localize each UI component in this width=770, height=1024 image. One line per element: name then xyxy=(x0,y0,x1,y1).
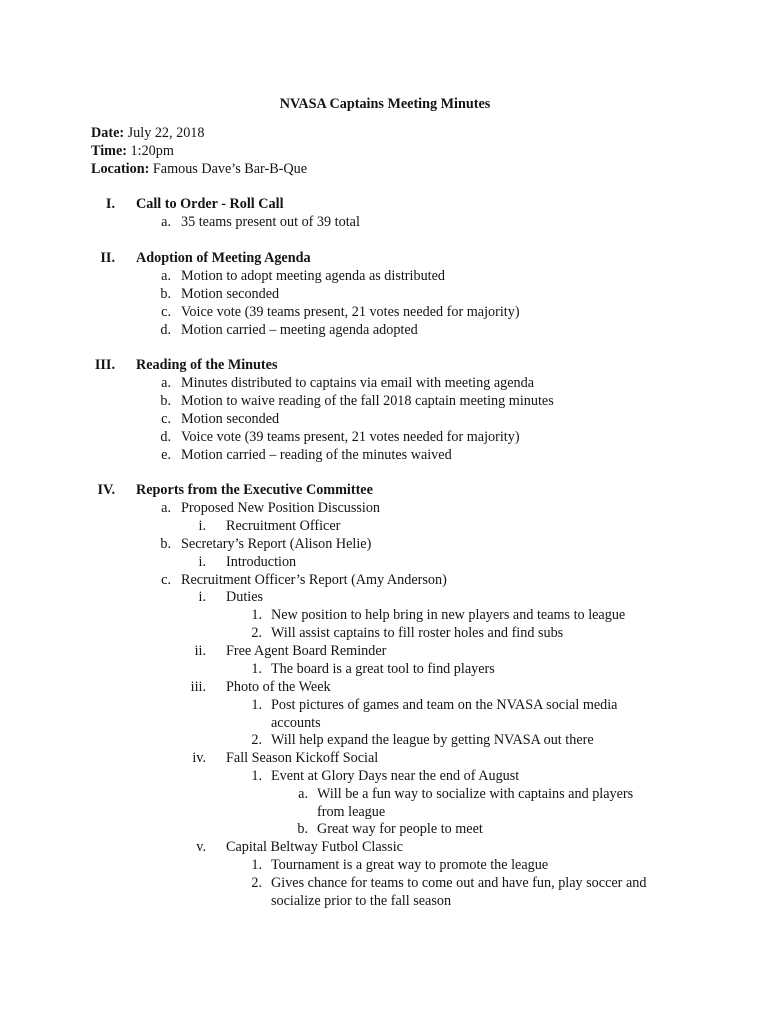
list-marker: e. xyxy=(161,447,171,463)
list-text: Capital Beltway Futbol Classic xyxy=(226,839,403,855)
list-marker: 1. xyxy=(251,768,262,784)
list-text: Proposed New Position Discussion xyxy=(181,500,381,516)
list-text: Motion to adopt meeting agenda as distributed xyxy=(181,268,445,284)
section-title: Call to Order - Roll Call xyxy=(136,196,284,212)
document-title: NVASA Captains Meeting Minutes xyxy=(279,96,491,112)
time-value: 1:20pm xyxy=(127,143,174,159)
list-marker: b. xyxy=(160,393,171,409)
list-marker: 1. xyxy=(251,607,262,623)
list-marker: v. xyxy=(196,839,206,855)
list-marker: 1. xyxy=(251,661,262,677)
list-marker: 1. xyxy=(251,697,262,713)
list-text: Motion to waive reading of the fall 2018 captain meeting minutes xyxy=(181,393,554,409)
list-marker: ii. xyxy=(194,643,206,659)
list-text: Introduction xyxy=(226,554,297,570)
list-text: Will assist captains to fill roster holes and find subs xyxy=(271,625,564,641)
list-text: Recruitment Officer’s Report (Amy Anderson) xyxy=(181,572,447,588)
list-marker: a. xyxy=(161,375,171,391)
section-title: Adoption of Meeting Agenda xyxy=(136,250,311,266)
list-marker: i. xyxy=(198,518,206,534)
section-number: I. xyxy=(105,196,115,212)
list-text: 35 teams present out of 39 total xyxy=(181,214,360,230)
section-title: Reports from the Executive Committee xyxy=(136,482,373,498)
list-marker: a. xyxy=(298,786,308,802)
location-value: Famous Dave’s Bar-B-Que xyxy=(149,161,308,177)
location-line xyxy=(91,160,307,178)
section-title: Reading of the Minutes xyxy=(136,357,278,373)
list-marker: b. xyxy=(297,821,308,837)
list-text: Duties xyxy=(226,589,264,605)
list-marker: c. xyxy=(161,572,171,588)
list-marker: 2. xyxy=(251,732,262,748)
list-marker: 1. xyxy=(251,857,262,873)
list-text: Motion carried – meeting agenda adopted xyxy=(181,322,418,338)
list-marker: b. xyxy=(160,536,171,552)
list-marker: c. xyxy=(161,304,171,320)
time-line xyxy=(91,142,307,160)
list-text: Voice vote (39 teams present, 21 votes needed for majority) xyxy=(181,304,520,320)
list-text: Voice vote (39 teams present, 21 votes needed for majority) xyxy=(181,429,520,445)
section-number: III. xyxy=(94,357,115,373)
list-marker: a. xyxy=(161,500,171,516)
list-text: Will be a fun way to socialize with captains and players from league xyxy=(317,786,634,820)
list-marker: d. xyxy=(160,322,171,338)
list-marker: c. xyxy=(161,411,171,427)
list-text: New position to help bring in new players and teams to league xyxy=(271,607,626,623)
list-marker: 2. xyxy=(251,625,262,641)
list-marker: b. xyxy=(160,286,171,302)
list-text: Motion seconded xyxy=(181,411,280,427)
date-label: Date: xyxy=(91,125,125,141)
list-text: Recruitment Officer xyxy=(226,518,341,534)
list-text: Gives chance for teams to come out and have fun, play soccer and socialize prior to the fall season xyxy=(271,875,647,909)
list-text: Tournament is a great way to promote the league xyxy=(271,857,549,873)
list-text: Minutes distributed to captains via email with meeting agenda xyxy=(181,375,535,391)
list-text: Great way for people to meet xyxy=(317,821,483,837)
list-marker: a. xyxy=(161,268,171,284)
date-line xyxy=(91,124,307,142)
list-marker: 2. xyxy=(251,875,262,891)
list-text: Fall Season Kickoff Social xyxy=(226,750,379,766)
list-text: Motion carried – reading of the minutes waived xyxy=(181,447,452,463)
list-text: Motion seconded xyxy=(181,286,280,302)
list-marker: i. xyxy=(198,554,206,570)
list-text: Event at Glory Days near the end of August xyxy=(271,768,520,784)
section-number: IV. xyxy=(97,482,115,498)
list-text: Photo of the Week xyxy=(226,679,331,695)
meeting-info xyxy=(91,124,307,178)
list-text: The board is a great tool to find players xyxy=(271,661,495,677)
list-text: Secretary’s Report (Alison Helie) xyxy=(181,536,372,552)
date-value: July 22, 2018 xyxy=(124,125,205,141)
list-marker: i. xyxy=(198,589,206,605)
time-label: Time: xyxy=(91,143,127,159)
section-number: II. xyxy=(100,250,115,266)
list-text: Will help expand the league by getting NVASA out there xyxy=(271,732,594,748)
location-label: Location: xyxy=(91,161,150,177)
list-marker: d. xyxy=(160,429,171,445)
list-marker: a. xyxy=(161,214,171,230)
list-text: Post pictures of games and team on the NVASA social media accounts xyxy=(271,697,618,731)
list-marker: iii. xyxy=(190,679,206,695)
list-marker: iv. xyxy=(192,750,206,766)
list-text: Free Agent Board Reminder xyxy=(226,643,387,659)
